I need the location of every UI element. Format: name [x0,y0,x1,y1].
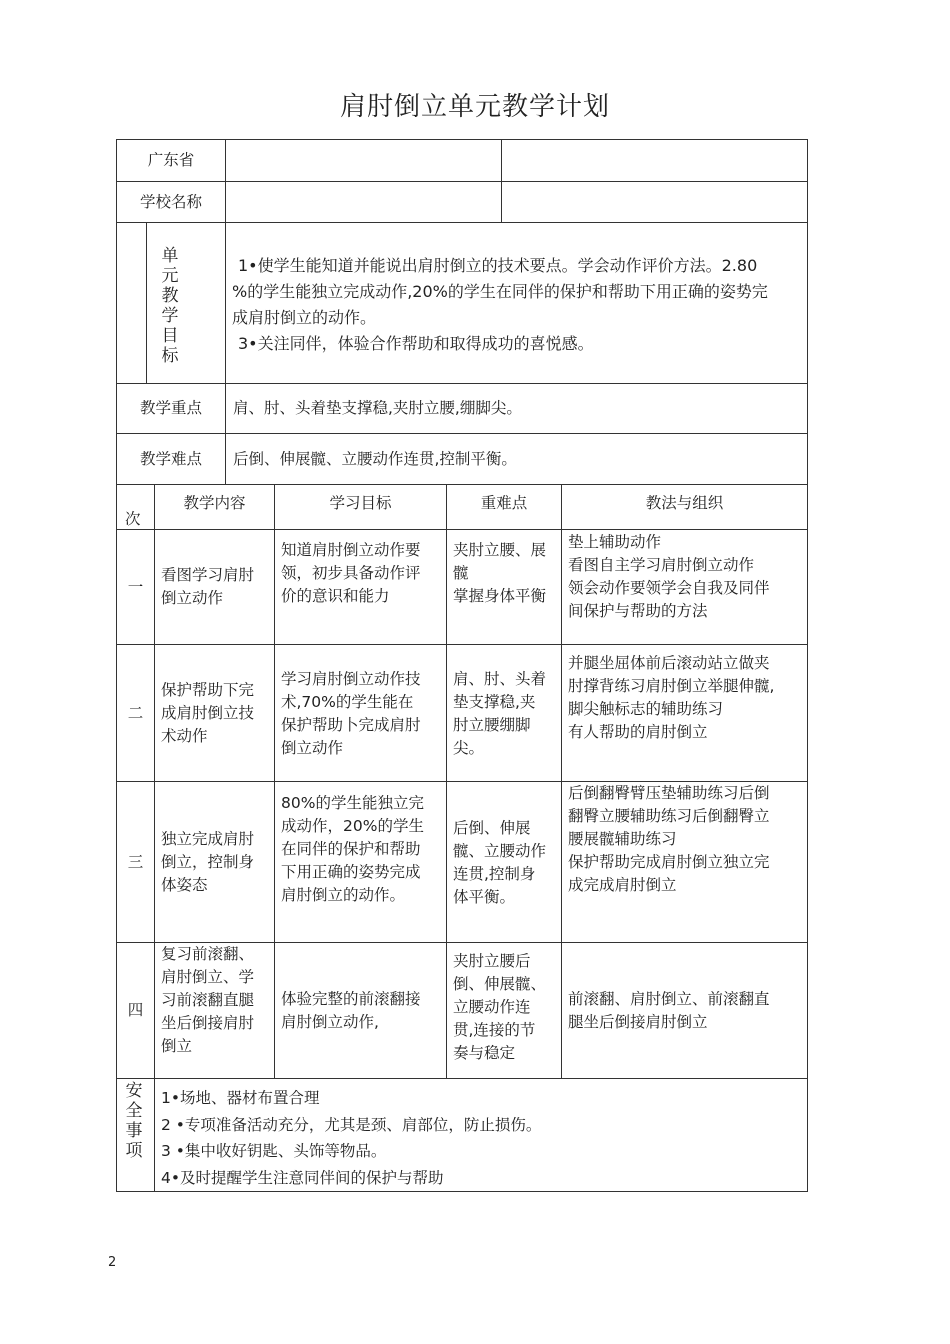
goal-line-1: 1•使学生能知道并能说出肩肘倒立的技术要点。学会动作评价方法。2.80 [238,256,758,275]
row-3-method: 后倒翻臀臂压垫辅助练习后倒 翻臀立腰辅助练习后倒翻臀立 腰展髋辅助练习 保护帮助完成肩肘倒立独立完 成完成肩肘倒立 [568,784,770,894]
row-3-focus: 后倒、伸展 髋、立腰动作 连贯,控制身 体平衡。 [453,819,547,906]
table-border-right [807,139,808,1192]
goal-line-3: 成肩肘倒立的动作。 [232,308,377,327]
col-header-content: 教学内容 [183,494,246,512]
row-1-content: 看图学习肩肘 倒立动作 [161,566,255,607]
row-index-4: 四 [127,1001,144,1019]
row-2-objective: 学习肩肘倒立动作技 术,70%的学生能在 保护帮助卜完成肩肘 倒立动作 [281,670,421,757]
row-1-method: 垫上辅助动作 看图自主学习肩肘倒立动作 领会动作要领学会自我及同伴 间保护与帮助的方法 [568,533,770,620]
safety-item: 1•场地、器材布置合理 [161,1089,320,1107]
page-title: 肩肘倒立单元教学计划 [339,92,610,122]
row-divider [116,222,808,223]
school-extra-cell[interactable] [502,182,807,222]
row-2-focus: 肩、肘、头着 垫支撑稳,夹 肘立腰绷脚 尖。 [453,670,547,757]
row-index-1: 一 [127,577,144,596]
difficulties-label: 教学难点 [139,449,202,468]
row-index-2: 二 [127,703,144,722]
safety-item: 3 •集中收好钥匙、头饰等物品。 [161,1142,387,1160]
goals-text [232,253,807,357]
goals-inner-left [146,222,147,384]
province-extra-cell[interactable] [502,140,807,181]
table-border-bottom [116,1191,808,1192]
row-1-objective: 知道肩肘倒立动作要 领，初步具备动作评 价的意识和能力 [281,541,421,605]
goals-inner-right [225,222,226,384]
safety-label: 安 全 事 项 [125,1081,143,1161]
safety-item: 2 •专项准备活动充分，尤其是颈、肩部位，防止损伤。 [161,1115,542,1134]
row-2-method: 并腿坐屈体前后滚动站立做夹 肘撑背练习肩肘倒立举腿伸髋, 脚尖触标志的辅助练习 有人帮助的肩肘倒立 [568,654,775,741]
goal-line-2: %的学生能独立完成动作,20%的学生在同伴的保护和帮助下用正确的姿势完 [232,282,768,301]
row-4-method: 前滚翻、肩肘倒立、前滚翻直 腿坐后倒接肩肘倒立 [568,989,770,1031]
row-4-objective: 体验完整的前滚翻接 肩肘倒立动作, [281,989,421,1031]
province-value-cell[interactable] [226,140,501,181]
row-1-focus: 夹肘立腰、展 髋 掌握身体平衡 [453,541,547,605]
col-header-index: 次 [125,510,141,528]
row-divider [116,1078,808,1079]
difficulties-text: 后倒、伸展髋、立腰动作连贯,控制平衡。 [233,449,517,468]
col-divider [154,484,155,1191]
province-label: 广东省 [147,151,195,169]
key-points-label: 教学重点 [139,399,202,417]
safety-list [161,1085,801,1191]
row-2-content: 保护帮助下完 成肩肘倒立技 术动作 [161,680,255,745]
col-header-method: 教法与组织 [645,494,724,512]
col-header-focus: 重难点 [480,494,528,512]
col-divider [225,383,226,485]
page-number: 2 [108,1255,117,1270]
row-3-content: 独立完成肩肘 倒立，控制身 体姿态 [161,829,255,894]
row-divider [116,484,808,485]
row-3-objective: 80%的学生能独立完 成动作，20%的学生 在同伴的保护和帮助 下用正确的姿势完成 肩肘倒立的动作。 [281,794,424,904]
goals-label: 单 元 教 学 目 标 [161,246,179,366]
school-value-cell[interactable] [226,182,501,222]
school-label: 学校名称 [139,192,202,211]
key-points-text: 肩、肘、头着垫支撑稳,夹肘立腰,绷脚尖。 [233,399,522,417]
row-4-content: 复习前滚翻、 肩肘倒立、学 习前滚翻直腿 坐后倒接肩肘 倒立 [161,945,255,1055]
safety-item: 4•及时提醒学生注意同伴间的保护与帮助 [161,1168,444,1187]
row-index-3: 三 [127,852,144,871]
row-4-focus: 夹肘立腰后 倒、伸展髋、 立腰动作连 贯,连接的节 奏与稳定 [453,952,547,1062]
goal-line-4: 3•关注同伴，体验合作帮助和取得成功的喜悦感。 [238,334,594,353]
col-header-objective: 学习目标 [329,494,392,512]
